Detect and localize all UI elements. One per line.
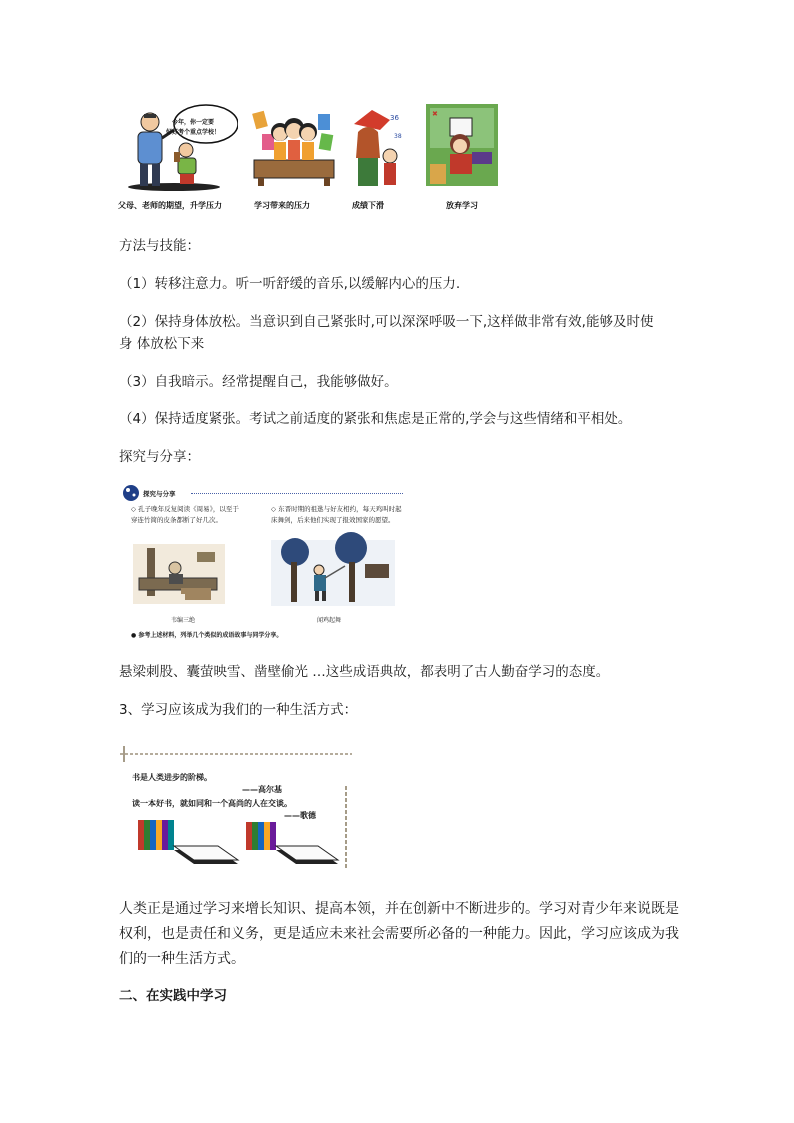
story-2-caption: 闻鸡起舞 [317,617,342,624]
quote-1-author: ——高尔基 [242,785,282,794]
speech-bubble-line2: 好好考个重点学校！ [166,129,221,136]
section3-para-line3: 们的一种生活方式。 [119,951,245,967]
quotes-figure [118,742,356,872]
method-item-2-line1: （2）保持身体放松。当意识到自己紧张时,可以深深呼吸一下,这样做非常有效,能够及时使 [119,314,654,330]
section3-para-line1: 人类正是通过学习来增长知识、提高本领，并在创新中不断进步的。学习对青少年来说既是 [119,901,679,917]
section-two-heading: 二、在实践中学习 [119,988,227,1004]
comic-panel-grades [350,110,404,210]
section3-para-line2: 权利，也是责任和义务，更是适应未来社会需要所必备的一种能力。因此，学习应该成为我 [119,926,679,942]
speech-bubble-line1: 今年，你一定要 [172,119,215,126]
story-2-text: ◇ 东晋时期的祖逖与好友相约，每天鸡叫时起床舞剑，后来他们实现了报效国家的愿望。 [271,505,402,524]
panel1-caption: 父母、老师的期望，升学压力 [118,201,222,210]
idioms-text: 悬梁刺股、囊萤映雪、凿壁偷光 …这些成语典故，都表明了古人勤奋学习的态度。 [119,664,610,680]
explore-share-figure [119,482,409,644]
explore-note: ● 参考上述材料，列举几个类似的成语故事与同学分享。 [131,632,283,639]
methods-heading: 方法与技能： [119,238,200,254]
panel4-caption: 放弃学习 [446,201,478,210]
explore-heading: 探究与分享： [119,449,200,465]
quote-2-author: ——歌德 [284,811,316,820]
svg-text:✖: ✖ [432,110,438,118]
svg-text:36: 36 [390,114,399,122]
story-1-caption: 韦编三绝 [171,617,196,624]
comic-panel-pressure [248,104,340,210]
comic-panel-giveup [426,104,498,210]
method-item-1: （1）转移注意力。听一听舒缓的音乐,以缓解内心的压力. [119,276,461,292]
comic-panel-parents [118,104,238,210]
panel2-caption: 学习带来的压力 [254,201,310,210]
svg-text:38: 38 [394,133,402,140]
quote-2: 读一本好书，就如同和一个高尚的人在交谈。 [132,799,292,808]
study-pressure-illustration [248,104,340,188]
explore-title-rule [191,493,403,494]
method-item-4: （4）保持适度紧张。考试之前适度的紧张和焦虑是正常的,学会与这些情绪和平相处。 [119,411,632,427]
section3-heading: 3、学习应该成为我们的一种生活方式： [119,702,358,718]
explore-image-title: 探究与分享 [143,490,176,498]
give-up-illustration [426,104,498,186]
panel3-caption: 成绩下滑 [352,201,384,210]
comic-strip [118,104,508,214]
story-1-text: ◇ 孔子晚年反复阅读《周易》，以至于穿连竹简的皮条都断了好几次。 [131,505,239,524]
method-item-2-line2: 身 体放松下来 [119,336,205,352]
grades-drop-illustration [350,110,404,188]
quote-1: 书是人类进步的阶梯。 [132,773,212,782]
method-item-3: （3）自我暗示。经常提醒自己，我能够做好。 [119,374,398,390]
